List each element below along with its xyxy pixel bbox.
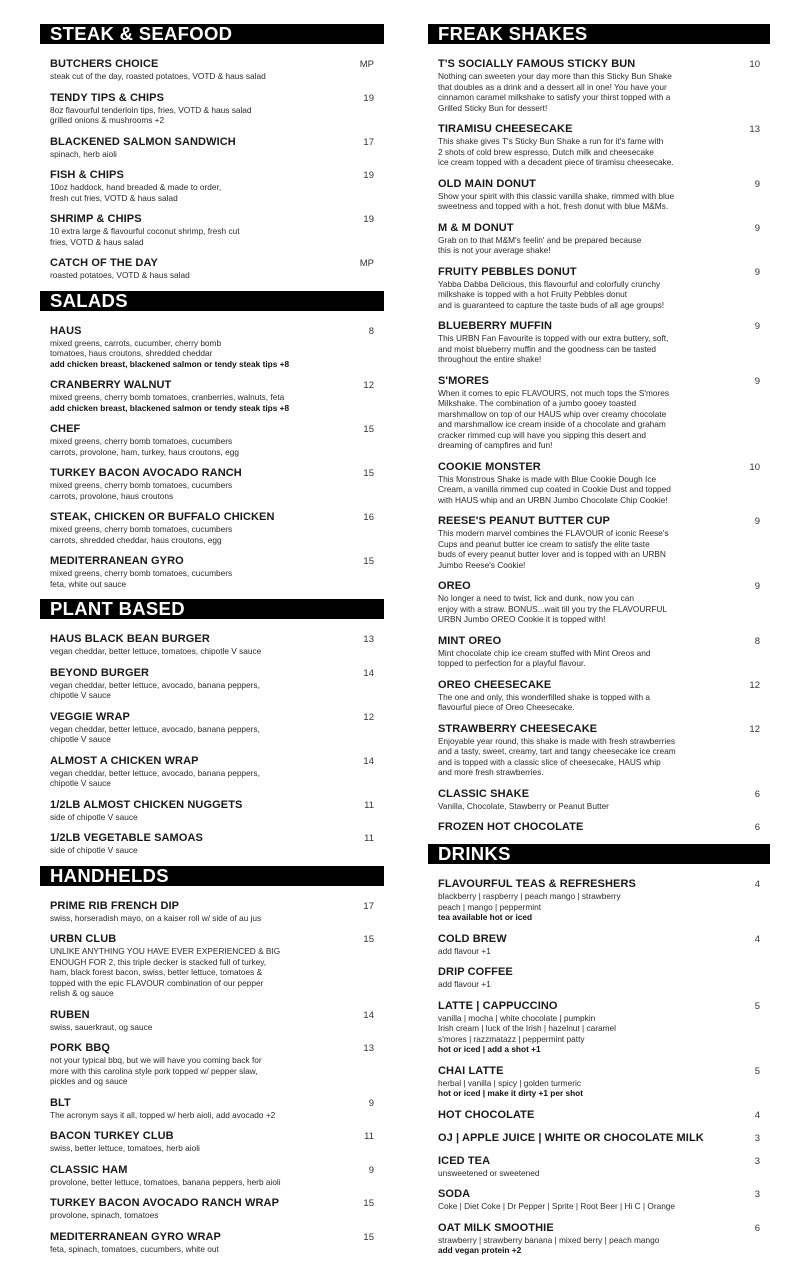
menu-item-name: CHAI LATTE (438, 1064, 504, 1077)
menu-item-price: MP (359, 59, 374, 70)
menu-item-name: OREO CHEESECAKE (438, 678, 552, 691)
menu-item (40, 467, 384, 501)
menu-item-name: ICED TEA (438, 1154, 491, 1167)
menu-item (428, 933, 770, 957)
menu-item-name: BLT (50, 1096, 71, 1109)
menu-item-price: 19 (363, 92, 374, 104)
menu-item-price: 3 (754, 1189, 760, 1200)
menu-item-description: strawberry | strawberry banana | mixed berry | peach mango (438, 1234, 660, 1245)
menu-item-price: 8 (368, 325, 374, 337)
menu-item-description: Show your spirit with this classic vanilla shake, rimmed with blue sweetness and topped with a hot, fresh donut with blue M&Ms. (438, 190, 675, 211)
menu-item-price: 9 (754, 222, 760, 234)
menu-item-price: 11 (364, 833, 374, 844)
menu-item-price: 19 (363, 170, 374, 181)
menu-item-name: RUBEN (50, 1008, 90, 1021)
menu-item (40, 213, 384, 247)
menu-item-description: This Monstrous Shake is made with Blue Cookie Dough Ice Cream, a vanilla rimmed cup coated in Cookie Dust and topped with HAUS whip and an URBN Jumbo Chocolate Chip Cookie! (438, 473, 671, 505)
menu-item-description: add flavour +1 (438, 979, 491, 989)
menu-item-name: TURKEY BACON AVOCADO RANCH WRAP (50, 1197, 280, 1209)
menu-item-price: 5 (754, 1000, 760, 1012)
menu-item-description: swiss, horseradish mayo, on a kaiser roll w/ side of au jus (50, 912, 262, 923)
menu-item-description: Vanilla, Chocolate, Stawberry or Peanut Butter (438, 800, 609, 811)
menu-item-description: mixed greens, cherry bomb tomatoes, cranberries, walnuts, feta (50, 392, 285, 402)
menu-item-price: 9 (754, 375, 760, 387)
menu-item-addon: add chicken breast, blackened salmon or tendy steak tips +8 (50, 358, 290, 369)
menu-item (40, 555, 384, 589)
menu-item-price: 10 (749, 461, 760, 473)
menu-item-name: SODA (438, 1188, 471, 1200)
menu-item (40, 667, 384, 701)
menu-item-name: T'S SOCIALLY FAMOUS STICKY BUN (438, 58, 636, 70)
menu-item (40, 1009, 384, 1033)
menu-item-description: unsweetened or sweetened (438, 1167, 540, 1178)
menu-item (428, 966, 770, 990)
menu-item-description: No longer a need to twist, lick and dunk, now you can enjoy with a straw. BONUS...wait till you try the FLAVOURFUL URBN Jumbo OREO Cookie it is topped with! (438, 593, 668, 624)
menu-item-name: BACON TURKEY CLUB (50, 1130, 174, 1142)
menu-item (40, 1164, 384, 1188)
menu-item-price: 5 (754, 1065, 760, 1077)
menu-item (40, 58, 384, 82)
menu-item (40, 1130, 384, 1154)
menu-item-name: S'MORES (438, 374, 489, 387)
menu-item-name: BUTCHERS CHOICE (50, 58, 159, 70)
menu-item-price: 3 (754, 1155, 760, 1167)
menu-item-description: mixed greens, cherry bomb tomatoes, cucumbers feta, white out sauce (50, 568, 233, 589)
section-header-salads: SALADS (40, 291, 384, 311)
menu-item-name: STEAK, CHICKEN OR BUFFALO CHICKEN (50, 511, 275, 523)
menu-item-name: M & M DONUT (438, 221, 514, 234)
menu-item-price: 17 (363, 136, 374, 148)
menu-item (428, 58, 770, 113)
menu-item-price: 16 (363, 512, 374, 523)
menu-item (428, 1222, 770, 1256)
section-header-freak-shakes: FREAK SHAKES (428, 24, 770, 44)
menu-item-price: 4 (754, 933, 760, 945)
menu-item-description: When it comes to epic FLAVOURS, not much tops the S'mores Milkshake. The combination of a jumbo gooey toasted marshmallow on top of our HAUS whip over creamy chocolate and marshmallow ice cream inside of a chocolate and graham cracker rimmed cup will have you sipping this desert and dreaming of campfires and fun! (438, 387, 670, 450)
menu-item-description: 8oz flavourful tenderloin tips, fries, VOTD & haus salad grilled onions & mushrooms +2 (50, 104, 252, 125)
menu-item-name: TENDY TIPS & CHIPS (50, 91, 165, 104)
menu-item (428, 461, 770, 506)
menu-item (428, 821, 770, 834)
menu-item (40, 1197, 384, 1221)
menu-item-name: MEDITERRANEAN GYRO (50, 555, 184, 567)
menu-item-price: 3 (754, 1132, 760, 1144)
menu-item (428, 1109, 770, 1122)
menu-item (40, 92, 384, 126)
menu-item-description: Nothing can sweeten your day more than this Sticky Bun Shake that doubles as a drink and a dessert all in one! You have your cinnamon caramel milkshake to satisfy your thirst topped with a Grilled Sticky Bun for dessert! (438, 71, 672, 113)
menu-item-price: 15 (363, 424, 374, 435)
menu-item (40, 799, 384, 823)
menu-item (40, 933, 384, 999)
menu-item-price: 9 (754, 516, 760, 527)
menu-item-name: OJ | APPLE JUICE | WHITE OR CHOCOLATE MILK (438, 1131, 704, 1144)
menu-item-price: 9 (754, 266, 760, 278)
menu-item-description: Enjoyable year round, this shake is made with fresh strawberries and a tasty, sweet, creamy, tart and tangy cheesecake ice cream and is topped with a classic slice of cheesecake, HAUS whip and more fresh strawberries. (438, 735, 676, 777)
menu-item-description: This URBN Fan Favourite is topped with our extra buttery, soft, and moist blueberry muffin and the goodness can be tasted throughout the entire shake! (438, 333, 669, 364)
menu-item-price: 9 (368, 1097, 374, 1109)
menu-item-name: CLASSIC SHAKE (438, 787, 530, 800)
menu-item-description: UNLIKE ANYTHING YOU HAVE EVER EXPERIENCED & BIG ENOUGH FOR 2, this triple decker is stacked full of turkey, ham, black forest bacon, swiss, better lettuce, tomatoes & topped with the epic FLAVOUR combination of our pepper relish & og sauce (50, 946, 281, 998)
menu-item (428, 679, 770, 713)
section-header-drinks: DRINKS (428, 844, 770, 864)
right-column (428, 22, 770, 1266)
menu-item-description: herbal | vanilla | spicy | golden turmeric (438, 1077, 581, 1088)
menu-item-description: vegan cheddar, better lettuce, tomatoes, chipotle V sauce (50, 646, 262, 656)
menu-item-name: BLACKENED SALMON SANDWICH (50, 135, 236, 148)
menu-item-name: 1/2LB VEGETABLE SAMOAS (50, 832, 203, 844)
menu-item-description: Grab on to that M&M's feelin' and be prepared because this is not your average shake! (438, 234, 642, 255)
menu-item (428, 1188, 770, 1212)
menu-item (428, 723, 770, 778)
menu-item (428, 788, 770, 812)
menu-item-description: steak cut of the day, roasted potatoes, VOTD & haus salad (50, 71, 266, 81)
menu-item-name: CLASSIC HAM (50, 1163, 128, 1176)
menu-item (428, 222, 770, 256)
menu-item (40, 633, 384, 657)
section-header-handhelds: HANDHELDS (40, 866, 384, 886)
menu-item (40, 257, 384, 281)
menu-item-description: This shake gives T's Sticky Bun Shake a run for it's fame with 2 shots of cold brew espresso, Dutch milk and cheesecake ice cream topped with a decadent piece of tiramisu cheesecake. (438, 136, 674, 167)
menu-item-description: mixed greens, cherry bomb tomatoes, cucumbers carrots, provolone, ham, turkey, haus croutons, egg (50, 436, 239, 457)
menu-item-price: 4 (754, 1109, 760, 1121)
menu-item-price: 12 (749, 723, 760, 735)
menu-item (428, 320, 770, 365)
menu-item-name: PRIME RIB FRENCH DIP (50, 899, 180, 912)
menu-item-price: 13 (363, 1043, 374, 1054)
menu-item-description: spinach, herb aioli (50, 148, 117, 159)
section-header-steak-seafood: STEAK & SEAFOOD (40, 24, 384, 44)
section-header-plant-based: PLANT BASED (40, 599, 384, 619)
menu-item-description: mixed greens, cherry bomb tomatoes, cucumbers carrots, shredded cheddar, haus croutons, egg (50, 524, 233, 545)
menu-item-name: MINT OREO (438, 634, 502, 647)
left-column (40, 22, 384, 1264)
menu-item-name: CRANBERRY WALNUT (50, 379, 172, 391)
menu-item-name: HOT CHOCOLATE (438, 1108, 535, 1121)
menu-item-description: swiss, sauerkraut, og sauce (50, 1021, 153, 1032)
menu-item-description: side of chipotle V sauce (50, 811, 138, 822)
menu-item-price: 14 (363, 755, 374, 767)
menu-item-description: roasted potatoes, VOTD & haus salad (50, 270, 190, 280)
menu-item-name: BEYOND BURGER (50, 666, 150, 679)
menu-item (428, 123, 770, 168)
menu-item-description: This modern marvel combines the FLAVOUR of iconic Reese's Cups and peanut butter ice cream to satisfy the elite taste buds of every peanut butter lover and is topped with an URBN Jumbo Reese's Cookie! (438, 528, 669, 570)
menu-item (428, 1132, 770, 1145)
menu-item-description: swiss, better lettuce, tomatoes, herb aioli (50, 1143, 200, 1153)
menu-item-name: ALMOST A CHICKEN WRAP (50, 754, 199, 767)
menu-item (428, 1155, 770, 1179)
menu-item-price: 11 (364, 799, 374, 811)
menu-item-price: MP (359, 258, 374, 269)
menu-item-price: 17 (363, 900, 374, 912)
menu-item-description: Yabba Dabba Delicious, this flavourful and colorfully crunchy milkshake is topped with a hot Fruity Pebbles donut and is guaranteed to capture the taste buds of all age groups! (438, 278, 665, 310)
menu-item-description: provolone, spinach, tomatoes (50, 1210, 159, 1220)
menu-item-description: mixed greens, cherry bomb tomatoes, cucumbers carrots, provolone, haus croutons (50, 480, 233, 501)
menu-item-name: FISH & CHIPS (50, 169, 124, 181)
menu-item (40, 1042, 384, 1087)
menu-item-name: 1/2LB ALMOST CHICKEN NUGGETS (50, 798, 243, 811)
menu-item-name: TURKEY BACON AVOCADO RANCH (50, 467, 242, 479)
menu-item-addon: add vegan protein +2 (438, 1245, 522, 1255)
menu-item-name: OAT MILK SMOOTHIE (438, 1221, 554, 1234)
menu-item (40, 325, 384, 370)
menu-item-description: Mint chocolate chip ice cream stuffed with Mint Oreos and topped to perfection for a playful flavour. (438, 647, 651, 668)
menu-item-name: LATTE | CAPPUCCINO (438, 999, 558, 1012)
menu-item-name: FLAVOURFUL TEAS & REFRESHERS (438, 878, 636, 890)
menu-item-name: SHRIMP & CHIPS (50, 213, 142, 225)
menu-item-name: STRAWBERRY CHEESECAKE (438, 722, 598, 735)
menu-item (40, 900, 384, 924)
menu-item (40, 136, 384, 160)
menu-item-name: URBN CLUB (50, 933, 117, 945)
menu-item-price: 14 (363, 667, 374, 679)
menu-item-description: side of chipotle V sauce (50, 845, 138, 855)
menu-item-addon: add chicken breast, blackened salmon or tendy steak tips +8 (50, 402, 290, 413)
menu-item-description: 10oz haddock, hand breaded & made to order, fresh cut fries, VOTD & haus salad (50, 182, 222, 203)
menu-item-price: 6 (754, 822, 760, 833)
menu-item-addon: tea available hot or iced (438, 912, 533, 922)
menu-item-addon: hot or iced | add a shot +1 (438, 1044, 541, 1054)
menu-item-price: 12 (363, 380, 374, 391)
menu-item-price: 15 (363, 468, 374, 479)
menu-item-price: 9 (754, 178, 760, 190)
menu-item (428, 375, 770, 451)
menu-item-description: vanilla | mocha | white chocolate | pumpkin Irish cream | luck of the Irish | hazelnut | caramel s'mores | razzmatazz | peppermint patty (438, 1012, 617, 1044)
menu-item-price: 15 (363, 556, 374, 567)
menu-item (40, 1231, 384, 1255)
menu-item-name: MEDITERRANEAN GYRO WRAP (50, 1230, 221, 1243)
menu-item-name: FROZEN HOT CHOCOLATE (438, 821, 584, 833)
menu-item-name: COOKIE MONSTER (438, 460, 541, 473)
menu-item-price: 9 (754, 581, 760, 592)
menu-item-price: 12 (749, 679, 760, 691)
menu-item-price: 9 (754, 321, 760, 332)
menu-item (428, 515, 770, 570)
menu-item-price: 13 (363, 634, 374, 645)
menu-item-description: not your typical bbq, but we will have you coming back for more with this carolina style pork topped w/ pepper slaw, pickles and og sauce (50, 1055, 262, 1086)
menu-item (428, 878, 770, 923)
menu-item-description: vegan cheddar, better lettuce, avocado, banana peppers, chipotle V sauce (50, 723, 260, 744)
menu-item-description: Coke | Diet Coke | Dr Pepper | Sprite | Root Beer | Hi C | Orange (438, 1201, 676, 1211)
menu-item-description: mixed greens, carrots, cucumber, cherry bomb tomatoes, haus croutons, shredded cheddar (50, 337, 222, 358)
menu-item (428, 1000, 770, 1055)
menu-item-name: HAUS (50, 324, 82, 337)
menu-item-price: 6 (754, 788, 760, 800)
menu-item-price: 15 (363, 1231, 374, 1243)
menu-item (40, 511, 384, 545)
menu-item-name: DRIP COFFEE (438, 966, 513, 978)
menu-item-price: 15 (363, 1198, 374, 1209)
menu-item-name: REESE'S PEANUT BUTTER CUP (438, 515, 610, 527)
menu-item-price: 4 (754, 879, 760, 890)
menu-item (428, 266, 770, 311)
menu-item (428, 1065, 770, 1099)
menu-item-price: 6 (754, 1222, 760, 1234)
menu-item-name: HAUS BLACK BEAN BURGER (50, 633, 210, 645)
menu-item-price: 15 (363, 934, 374, 945)
menu-item-price: 9 (368, 1164, 374, 1176)
menu-item-name: FRUITY PEBBLES DONUT (438, 265, 577, 278)
menu-item-price: 19 (363, 214, 374, 225)
menu-item-price: 8 (754, 635, 760, 647)
menu-item-addon: hot or iced | make it dirty +1 per shot (438, 1088, 584, 1098)
menu-item-description: 10 extra large & flavourful coconut shrimp, fresh cut fries, VOTD & haus salad (50, 226, 240, 247)
menu-item-name: VEGGIE WRAP (50, 710, 130, 723)
menu-item (40, 711, 384, 745)
menu-item-price: 14 (363, 1009, 374, 1021)
menu-item-description: vegan cheddar, better lettuce, avocado, banana peppers, chipotle V sauce (50, 679, 260, 700)
menu-item (40, 379, 384, 413)
menu-item-price: 10 (749, 59, 760, 70)
menu-item (428, 178, 770, 212)
menu-item-description: add flavour +1 (438, 945, 491, 956)
menu-item-price: 11 (364, 1131, 374, 1142)
menu-item (40, 169, 384, 203)
menu-item-name: CATCH OF THE DAY (50, 257, 158, 269)
menu-item-name: OLD MAIN DONUT (438, 177, 536, 190)
menu-item (40, 832, 384, 856)
menu-item (428, 635, 770, 669)
menu-item (40, 1097, 384, 1121)
menu-item-name: COLD BREW (438, 932, 507, 945)
menu-item-description: provolone, better lettuce, tomatoes, banana peppers, herb aioli (50, 1176, 281, 1187)
menu-item-name: TIRAMISU CHEESECAKE (438, 123, 573, 135)
menu-item-price: 12 (363, 711, 374, 723)
menu-item (40, 423, 384, 457)
menu-item-price: 13 (749, 124, 760, 135)
menu-item-description: feta, spinach, tomatoes, cucumbers, white out (50, 1243, 219, 1254)
menu-item (428, 580, 770, 625)
menu-item-name: OREO (438, 580, 471, 592)
menu-item-description: The one and only, this wonderfilled shake is topped with a flavourful piece of Oreo Cheesecake. (438, 691, 651, 712)
menu-item-name: CHEF (50, 423, 81, 435)
menu-item-description: blackberry | raspberry | peach mango | strawberry peach | mango | peppermint (438, 891, 621, 912)
menu-item (40, 755, 384, 789)
menu-item-name: PORK BBQ (50, 1042, 111, 1054)
menu-item-description: The acronym says it all, topped w/ herb aioli, add avocado +2 (50, 1109, 276, 1120)
menu-item-name: BLUEBERRY MUFFIN (438, 320, 553, 332)
menu-item-description: vegan cheddar, better lettuce, avocado, banana peppers, chipotle V sauce (50, 767, 260, 788)
